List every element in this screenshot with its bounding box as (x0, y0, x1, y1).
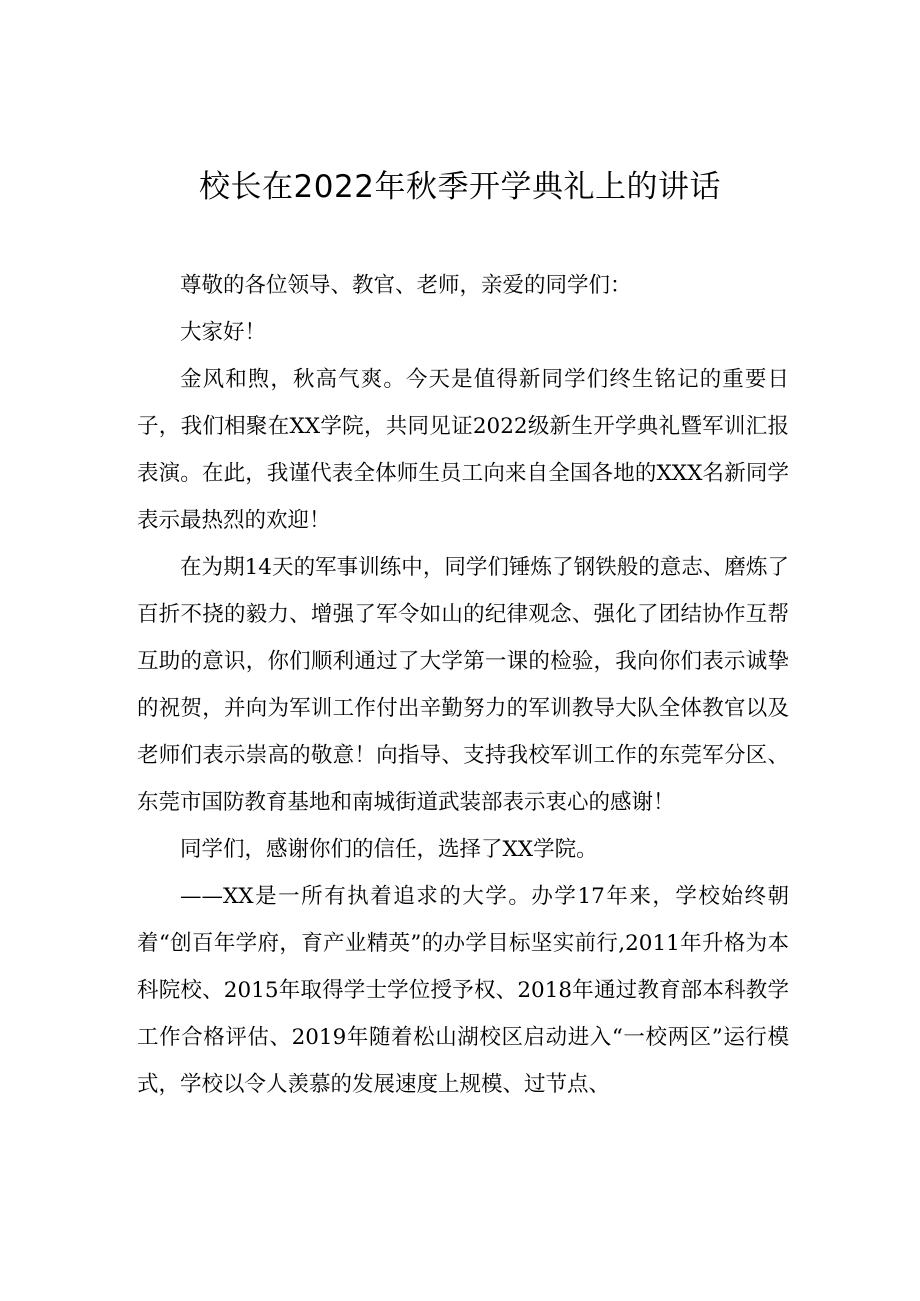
document-body (137, 262, 789, 1108)
document-title: 校长在2022年秋季开学典礼上的讲话 (199, 169, 721, 205)
school-history-paragraph: ——XX是一所有执着追求的大学。办学17年来，学校始终朝着“创百年学府，育产业精英”的办学目标坚实前行,2011年升格为本科院校、2015年取得学士学位授予权、2018年通过教育部本科教学工作合格评估、2019年随着松山湖校区启动进入“一校两区”运行模式，学校以令人羡慕的发展速度上规模、过节点、 (137, 884, 789, 1097)
salutation-paragraph: 尊敬的各位领导、教官、老师，亲爱的同学们： (180, 273, 632, 298)
greeting-paragraph: 大家好！ (180, 320, 267, 345)
welcome-paragraph: 金风和煦，秋高气爽。今天是值得新同学们终生铭记的重要日子，我们相聚在XX学院，共同见证2022级新生开学典礼暨军训汇报表演。在此，我谨代表全体师生员工向来自全国各地的XXX名新同学表示最热烈的欢迎！ (137, 367, 789, 533)
thanks-paragraph: 同学们，感谢你们的信任，选择了XX学院。 (180, 837, 598, 862)
military-training-paragraph: 在为期14天的军事训练中，同学们锤炼了钢铁般的意志、磨炼了百折不挠的毅力、增强了军令如山的纪律观念、强化了团结协作互帮互助的意识，你们顺利通过了大学第一课的检验，我向你们表示诚挚的祝贺，并向为军训工作付出辛勤努力的军训教导大队全体教官以及老师们表示崇高的敬意！向指导、支持我校军训工作的东莞军分区、东莞市国防教育基地和南城街道武装部表示衷心的感谢！ (137, 555, 789, 815)
